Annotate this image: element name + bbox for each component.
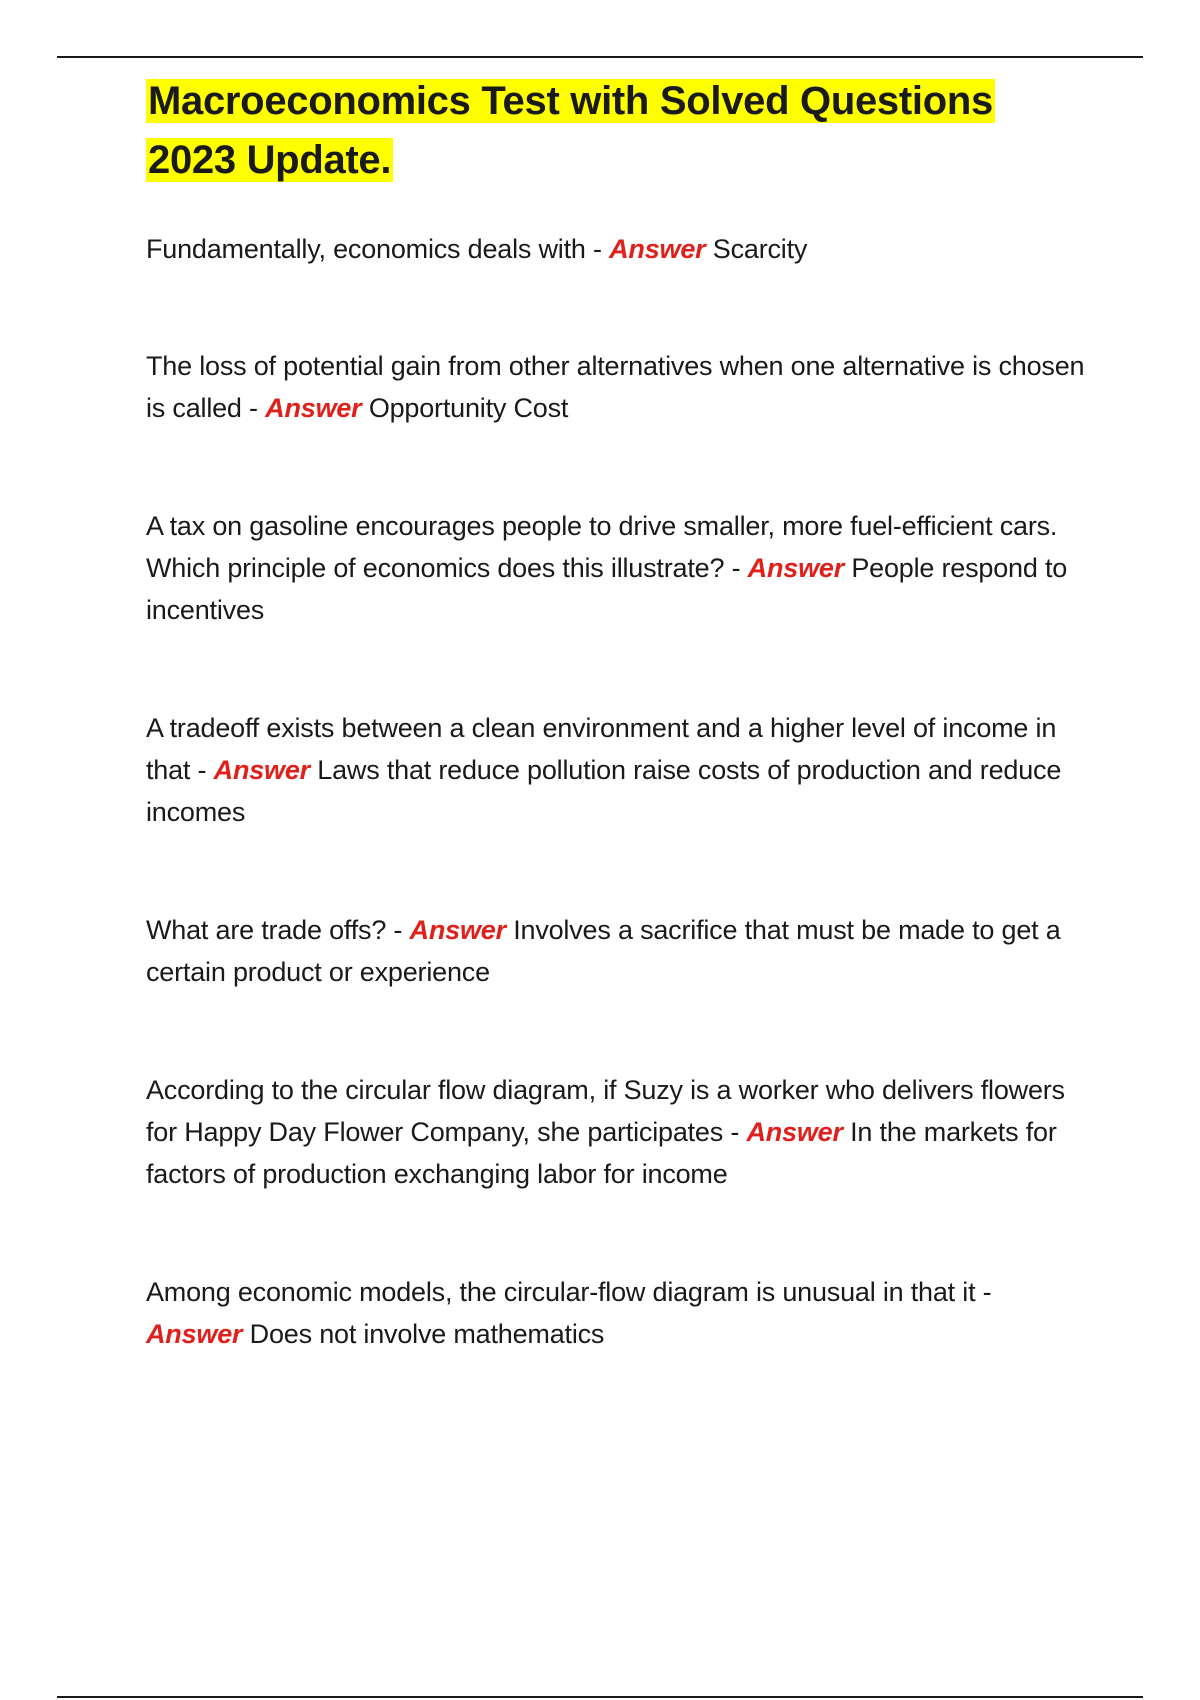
answer-text: Opportunity Cost — [368, 393, 569, 423]
document-body — [146, 72, 1086, 1355]
qa-item — [146, 1271, 1086, 1355]
answer-text: In the markets for factors of production exchanging labor for income — [146, 1117, 1057, 1189]
qa-item — [146, 909, 1086, 993]
question-text: The loss of potential gain from other alternatives when one alternative is chosen is called - — [146, 351, 1085, 423]
document-title — [146, 72, 1086, 190]
answer-text: Scarcity — [712, 234, 808, 264]
qa-item — [146, 707, 1086, 833]
answer-label: Answer — [146, 1319, 243, 1349]
answer-text: Does not involve mathematics — [249, 1319, 605, 1349]
top-rule — [57, 56, 1143, 58]
question-text: A tax on gasoline encourages people to drive smaller, more fuel-efficient cars. Which principle of economics does this illustrate? - — [146, 511, 1058, 583]
answer-label: Answer — [409, 915, 506, 945]
answer-label: Answer — [746, 1117, 843, 1147]
answer-text: Involves a sacrifice that must be made to get a certain product or experience — [146, 915, 1061, 987]
answer-label: Answer — [265, 393, 362, 423]
question-text: Fundamentally, economics deals with - — [146, 234, 602, 264]
question-text: Among economic models, the circular-flow diagram is unusual in that it - — [146, 1277, 992, 1307]
bottom-rule — [57, 1696, 1143, 1698]
answer-text: People respond to incentives — [146, 553, 1068, 625]
answer-label: Answer — [747, 553, 845, 583]
answer-label: Answer — [609, 234, 706, 264]
answer-label: Answer — [213, 755, 310, 785]
title-highlight: Macroeconomics Test with Solved Questions 2023 Update. — [148, 79, 993, 182]
question-text: What are trade offs? - — [146, 915, 403, 945]
qa-item — [146, 1069, 1086, 1195]
qa-item — [146, 228, 1086, 270]
question-text: According to the circular flow diagram, if Suzy is a worker who delivers flowers for Happy Day Flower Company, she participates - — [146, 1075, 1065, 1147]
qa-item — [146, 505, 1086, 631]
question-text: A tradeoff exists between a clean environment and a higher level of income in that - — [146, 713, 1057, 785]
qa-item — [146, 345, 1086, 429]
answer-text: Laws that reduce pollution raise costs of production and reduce incomes — [146, 755, 1062, 827]
qa-list — [146, 228, 1086, 1355]
